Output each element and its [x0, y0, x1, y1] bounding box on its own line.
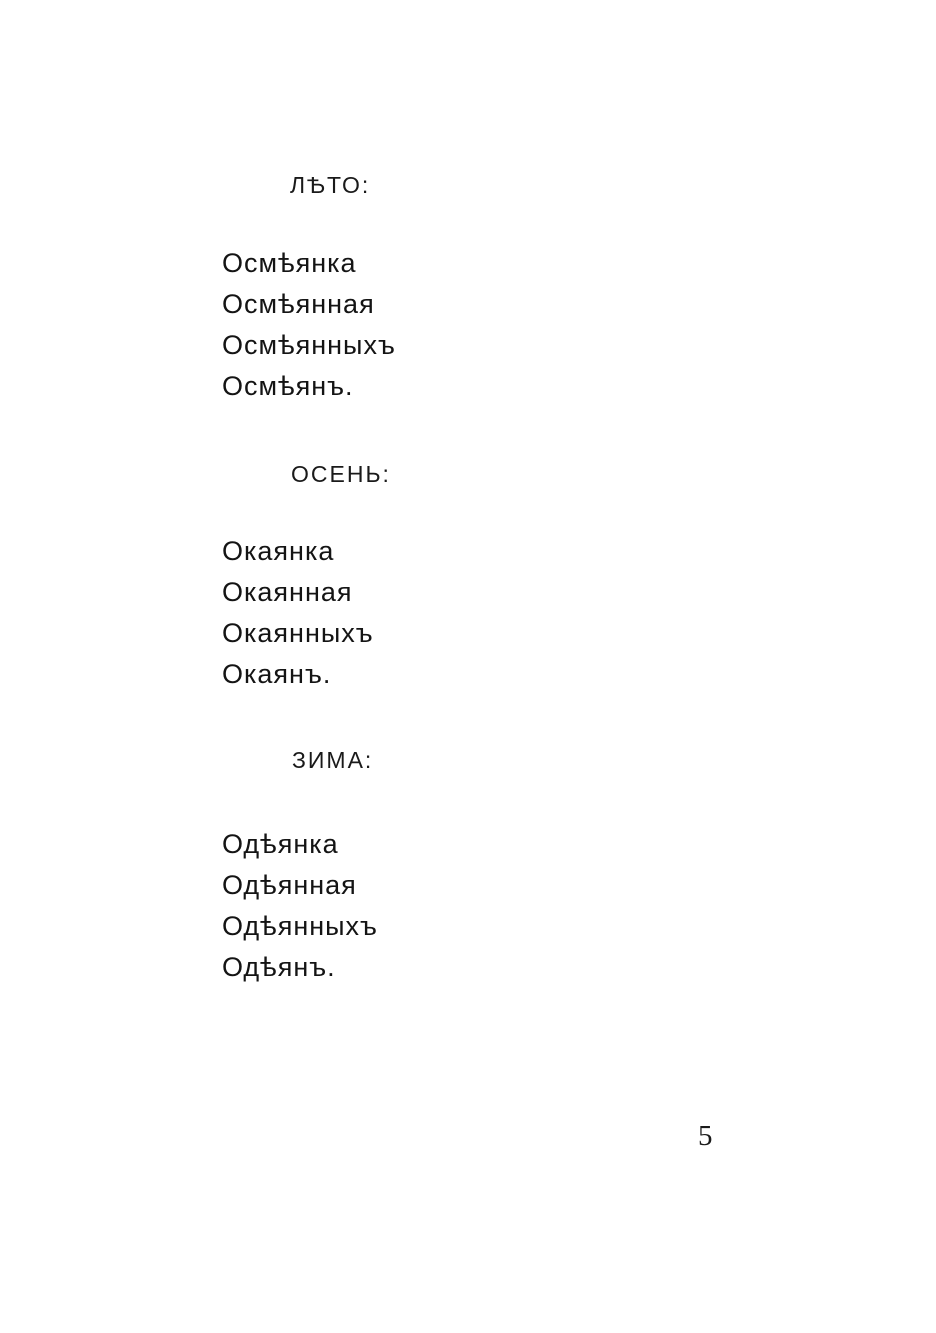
word-line: Одѣянныхъ	[222, 911, 378, 941]
word-line: Одѣянная	[222, 870, 357, 900]
word-line: Осмѣянъ.	[222, 371, 354, 401]
word-line: Окаянная	[222, 577, 353, 607]
word-line: Окаянка	[222, 536, 335, 566]
section-heading-summer: ЛѢТО:	[290, 172, 371, 198]
word-line: Одѣянка	[222, 829, 339, 859]
word-line: Окаянныхъ	[222, 618, 374, 648]
section-heading-winter: ЗИМА:	[292, 747, 374, 773]
word-line: Окаянъ.	[222, 659, 332, 689]
page-number: 5	[698, 1120, 713, 1152]
section-heading-autumn: ОСЕНЬ:	[291, 461, 391, 487]
word-line: Одѣянъ.	[222, 952, 336, 982]
word-line: Осмѣянныхъ	[222, 330, 396, 360]
word-line: Осмѣянка	[222, 248, 357, 278]
word-line: Осмѣянная	[222, 289, 375, 319]
